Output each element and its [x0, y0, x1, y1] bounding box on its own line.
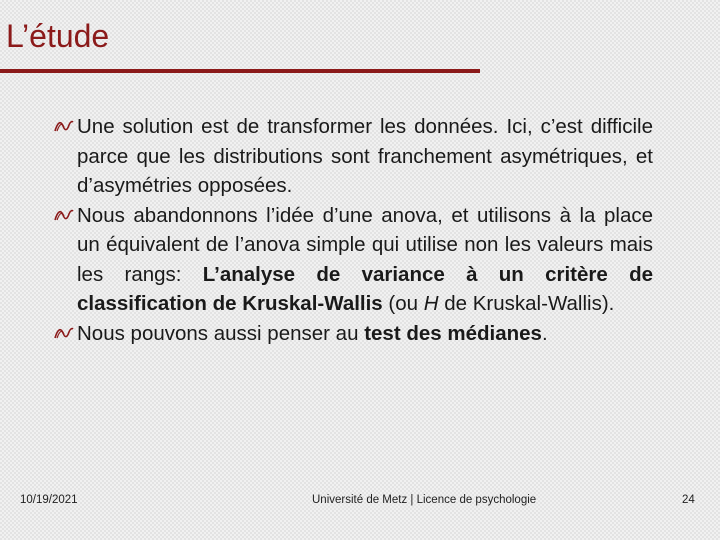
slide-title: L’étude — [6, 18, 110, 54]
wave-bullet-icon — [54, 326, 74, 340]
wave-bullet-icon — [54, 119, 74, 133]
bullet-bold-text: test des médianes — [364, 321, 542, 345]
bullet-bold-text: L’analyse de variance à un critère de classification de Kruskal-Wallis — [77, 262, 653, 315]
page-number: 24 — [682, 494, 695, 506]
bullet-item — [56, 201, 653, 319]
bullet-text: Nous abandonnons l’idée d’une anova, et utilisons à la place un équivalent de l’anova simple qui utilise non les valeurs mais les rangs: — [77, 203, 653, 286]
footer-institution: Université de Metz | Licence de psychologie — [312, 494, 537, 506]
footer-date: 10/19/2021 — [20, 494, 78, 506]
bullet-text: (ou — [382, 292, 424, 315]
wave-bullet-icon — [54, 208, 74, 222]
slide-body — [56, 112, 653, 348]
bullet-text: Une solution est de transformer les données. Ici, c’est difficile parce que les distributions sont franchement asymétriques, et d’asymétries opposées. — [77, 115, 653, 197]
bullet-italic-text: H — [423, 292, 439, 315]
title-underline — [0, 69, 480, 73]
bullet-text: . — [541, 321, 548, 345]
bullet-item — [56, 319, 653, 349]
bullet-item — [56, 112, 653, 201]
bullet-text: Nous pouvons aussi penser au — [77, 321, 365, 345]
bullet-text: de Kruskal-Wallis). — [438, 292, 615, 315]
